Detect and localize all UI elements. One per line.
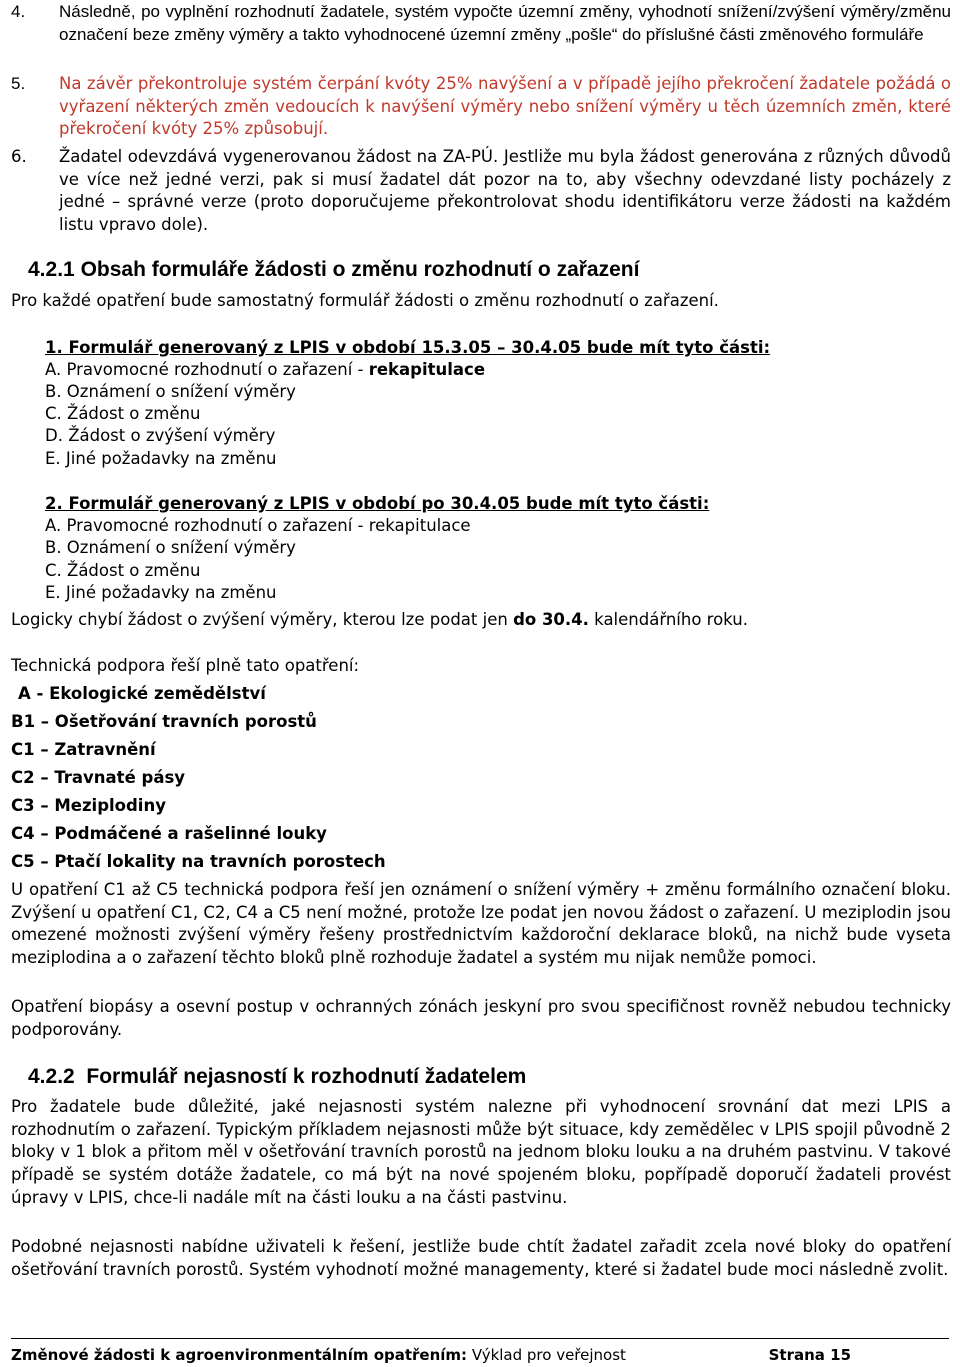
measure-c4: C4 – Podmáčené a rašelinné louky (11, 824, 327, 843)
form1-part-a (45, 359, 485, 381)
section-heading-4-2-2 (28, 1065, 526, 1089)
footer-title-rest: Výklad pro veřejnost (467, 1346, 626, 1364)
section-title: Formulář nejasností k rozhodnutí žadatelem (86, 1065, 527, 1088)
form1-part-e: E. Jiné požadavky na změnu (45, 449, 277, 468)
section-title: Obsah formuláře žádosti o změnu rozhodnutí o zařazení (80, 258, 640, 281)
section-number: 4.2.2 (28, 1065, 75, 1088)
logic-suffix: kalendářního roku. (588, 610, 748, 629)
measure-c5: C5 – Ptačí lokality na travních porostech (11, 852, 386, 871)
nejasnosti-paragraph-1: Pro žadatele bude důležité, jaké nejasnosti systém nalezne při vyhodnocení srovnání dat mezi LPIS a rozhodnutím o zařazení. Typickým příkladem nejasnosti může být situace, kdy zemědělec v LPIS spojil původně 2 bloky v 1 blok a přitom měl v ošetřování travních porostů na jednom bloku louku a na druhém pastvinu. V takové případě se systém dotáže žadatele, co má být na nové spojeném bloku, popřípadě doporučí žadateli provést úpravy v LPIS, chce-li nadále mít na části louku a na části pastvinu. (11, 1097, 951, 1207)
form1-part-b: B. Oznámení o snížení výměry (45, 382, 296, 401)
section-heading-4-2-1 (28, 258, 639, 282)
measure-c2: C2 – Travnaté pásy (11, 768, 186, 787)
measures-paragraph-1: U opatření C1 až C5 technická podpora řeší jen oznámení o snížení výměry + změnu formálního označení bloku. Zvýšení u opatření C1, C2, C4 a C5 není možné, protože lze podat jen novou žádost o zařazení. U meziplodin jsou omezené možnosti zvýšení výměry řešeny prostřednictvím každoroční deklarace bloků, na nichž bude vyseta meziplodina a o zařazení těchto bloků plně rozhoduje žadatel a systém mu nijak nemůže pomoci. (11, 880, 951, 968)
measures-paragraph-2: Opatření biopásy a osevní postup v ochranných zónách jeskyní pro svou specifičnost rovněž nebudou technicky podporovány. (11, 997, 951, 1039)
step-6 (11, 146, 951, 237)
page-number: Strana 15 (768, 1346, 851, 1364)
measure-a: A - Ekologické zemědělství (18, 684, 266, 703)
step-number: 6. (11, 147, 27, 166)
step-text: Žadatel odevzdává vygenerovanou žádost na ZA-PÚ. Jestliže mu byla žádost generována z různých důvodů ve více než jedné verzi, pak si musí žadatel dát pozor na to, aby všechny odevzdané listy pocházely z jedné – správné verze (proto doporučujeme překontrolovat shodu identifikátoru verze žádosti na každém listu vpravo dole). (59, 147, 951, 235)
part-a-bold: rekapitulace (368, 360, 486, 379)
measure-c1: C1 – Zatravnění (11, 740, 156, 759)
page-footer (11, 1345, 851, 1365)
section-intro: Pro každé opatření bude samostatný formulář žádosti o změnu rozhodnutí o zařazení. (11, 291, 719, 310)
measure-b1: B1 – Ošetřování travních porostů (11, 712, 317, 731)
step-4 (11, 1, 951, 46)
logic-prefix: Logicky chybí žádost o zvýšení výměry, kterou lze podat jen (11, 610, 514, 629)
form2-part-c: C. Žádost o změnu (45, 561, 201, 580)
footer-divider (11, 1338, 949, 1339)
section-number: 4.2.1 (28, 258, 75, 281)
measure-c3: C3 – Meziplodiny (11, 796, 166, 815)
footer-title-bold: Změnové žádosti k agroenvironmentálním opatřením: (11, 1346, 468, 1364)
form1-part-d: D. Žádost o zvýšení výměry (45, 426, 276, 445)
nejasnosti-paragraph-2: Podobné nejasnosti nabídne uživateli k řešení, jestliže bude chtít žadatel zařadit zcela nové bloky do opatření ošetřování travních porostů. Systém vyhodnotí možné managementy, které si žadatel bude moci následně zvolit. (11, 1237, 951, 1279)
part-a-label: A. Pravomocné rozhodnutí o zařazení - (45, 360, 369, 379)
support-intro: Technická podpora řeší plně tato opatření: (11, 656, 360, 675)
form1-title: 1. Formulář generovaný z LPIS v období 15.3.05 – 30.4.05 bude mít tyto části: (45, 338, 771, 357)
form2-part-e: E. Jiné požadavky na změnu (45, 583, 277, 602)
step-text: Na závěr překontroluje systém čerpání kvóty 25% navýšení a v případě jejího překročení žadatele požádá o vyřazení některých změn vedoucích k navýšení výměry nebo snížení výměry u těch územních změn, které překročení kvóty 25% způsobují. (59, 74, 951, 139)
step-number: 5. (11, 74, 26, 93)
step-5 (11, 73, 951, 141)
logic-note (11, 609, 951, 632)
step-text: Následně, po vyplnění rozhodnutí žadatele, systém vypočte územní změny, vyhodnotí snížení/zvýšení výměry/změnu označení beze změny výměry a takto vyhodnocené územní změny „pošle“ do příslušné části změnového formuláře (59, 2, 951, 44)
form1-part-c: C. Žádost o změnu (45, 404, 201, 423)
form2-part-a: A. Pravomocné rozhodnutí o zařazení - rekapitulace (45, 516, 471, 535)
logic-bold: do 30.4. (513, 610, 589, 629)
form2-title: 2. Formulář generovaný z LPIS v období po 30.4.05 bude mít tyto části: (45, 494, 710, 513)
form2-part-b: B. Oznámení o snížení výměry (45, 538, 296, 557)
step-number: 4. (11, 2, 26, 21)
